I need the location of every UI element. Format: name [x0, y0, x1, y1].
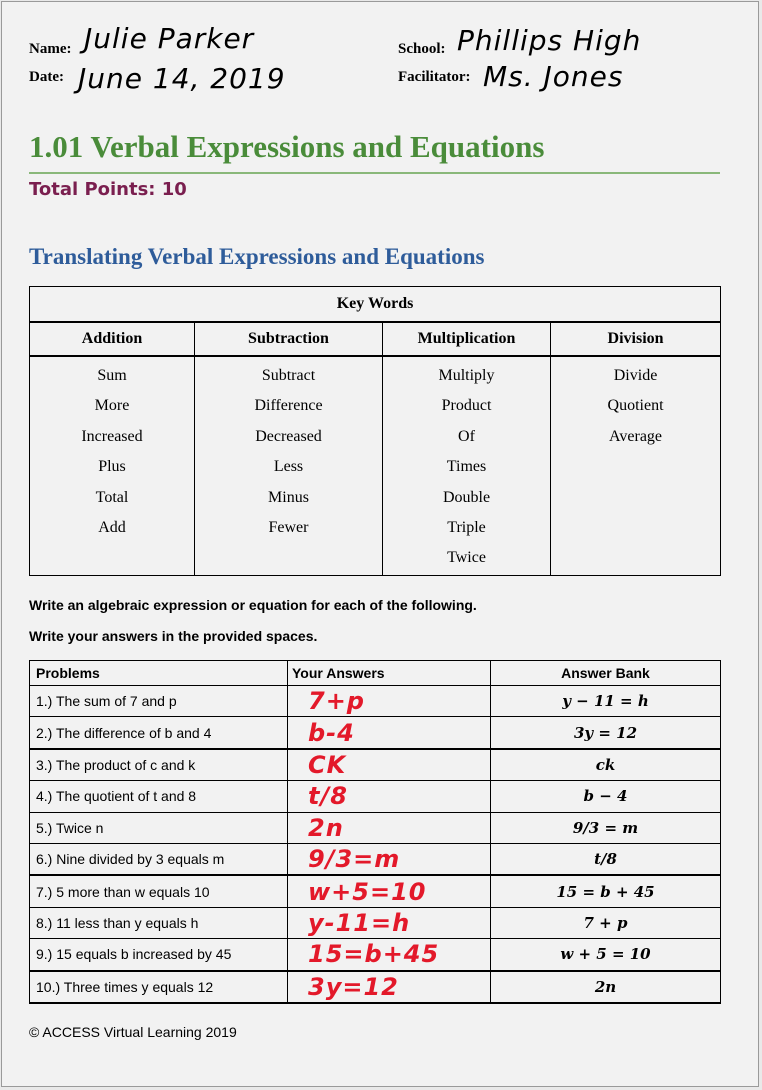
facilitator-value: Ms. Jones — [483, 60, 624, 93]
subtraction-words — [195, 356, 383, 575]
answer-bank-item: 2n — [491, 971, 721, 1003]
date-value: June 14, 2019 — [78, 62, 286, 95]
table-row — [30, 749, 721, 781]
key-word: Decreased — [255, 427, 322, 445]
key-word: Total — [95, 488, 129, 506]
problem-text: 10.) Three times y equals 12 — [30, 971, 288, 1003]
key-word: Subtract — [261, 367, 316, 384]
problem-text: 9.) 15 equals b increased by 45 — [30, 939, 288, 971]
key-word: Increased — [81, 427, 143, 445]
table-row — [30, 939, 721, 971]
answer-bank-item: b − 4 — [491, 781, 721, 812]
key-word: Product — [441, 397, 492, 415]
section-subtitle: Translating Verbal Expressions and Equations — [29, 244, 485, 269]
problem-text: 8.) 11 less than y equals h — [30, 907, 288, 938]
answer-field[interactable]: 9/3=m — [288, 843, 491, 875]
table-row — [30, 781, 721, 812]
key-words-table — [29, 286, 721, 576]
answer-bank-item: 7 + p — [491, 907, 721, 938]
answer-bank-item: ck — [491, 749, 721, 781]
table-row — [30, 717, 721, 749]
key-word: Multiply — [438, 367, 495, 384]
heading-division: Division — [551, 322, 721, 356]
key-word: Sum — [97, 367, 127, 384]
answer-bank-item: 3y = 12 — [491, 717, 721, 749]
school-label: School: — [398, 41, 446, 57]
table-row — [30, 686, 721, 717]
page-title: 1.01 Verbal Expressions and Equations — [29, 129, 545, 164]
answer-field[interactable]: 2n — [288, 812, 491, 843]
key-word: Less — [273, 458, 304, 476]
key-word: Double — [442, 488, 491, 506]
answer-field[interactable]: b-4 — [288, 717, 491, 749]
multiplication-words — [383, 356, 551, 575]
answer-bank-item: t/8 — [491, 843, 721, 875]
heading-addition: Addition — [30, 322, 195, 356]
header-your-answers: Your Answers — [288, 661, 491, 686]
name-label: Name: — [29, 41, 72, 57]
answer-field[interactable]: 7+p — [288, 686, 491, 717]
answer-field[interactable]: 3y=12 — [288, 971, 491, 1003]
problem-text: 2.) The difference of b and 4 — [30, 717, 288, 749]
problem-text: 3.) The product of c and k — [30, 749, 288, 781]
facilitator-label: Facilitator: — [398, 69, 471, 85]
total-points: Total Points: 10 — [29, 179, 187, 200]
instruction-1: Write an algebraic expression or equation for each of the following. — [29, 597, 477, 613]
key-word: Divide — [613, 367, 658, 384]
title-divider — [29, 172, 720, 174]
key-word: Quotient — [607, 397, 664, 415]
key-word: Add — [98, 518, 126, 536]
table-row — [30, 907, 721, 938]
answer-bank-item: y − 11 = h — [491, 686, 721, 717]
footer-copyright: © ACCESS Virtual Learning 2019 — [29, 1024, 237, 1040]
key-word: Minus — [268, 488, 309, 506]
heading-multiplication: Multiplication — [383, 322, 551, 356]
problem-text: 4.) The quotient of t and 8 — [30, 781, 288, 812]
header-answer-bank: Answer Bank — [491, 661, 721, 686]
key-word: Triple — [447, 518, 486, 536]
answer-field[interactable]: y-11=h — [288, 907, 491, 938]
key-words-caption: Key Words — [30, 287, 721, 323]
answer-field[interactable]: 15=b+45 — [288, 939, 491, 971]
answer-bank-item: 15 = b + 45 — [491, 875, 721, 907]
problem-text: 1.) The sum of 7 and p — [30, 686, 288, 717]
table-row — [30, 812, 721, 843]
answer-field[interactable]: t/8 — [288, 781, 491, 812]
table-row — [30, 971, 721, 1003]
problem-text: 7.) 5 more than w equals 10 — [30, 875, 288, 907]
answers-table — [29, 660, 721, 1004]
addition-words — [30, 356, 195, 575]
division-words — [551, 356, 721, 575]
date-label: Date: — [29, 69, 64, 85]
problem-text: 6.) Nine divided by 3 equals m — [30, 843, 288, 875]
answer-field[interactable]: CK — [288, 749, 491, 781]
table-row — [30, 875, 721, 907]
key-word: Twice — [447, 549, 486, 567]
name-value: Julie Parker — [84, 22, 255, 55]
key-word: Times — [446, 458, 487, 476]
answer-field[interactable]: w+5=10 — [288, 875, 491, 907]
key-word: More — [94, 397, 130, 415]
answer-bank-item: w + 5 = 10 — [491, 939, 721, 971]
instruction-2: Write your answers in the provided spaces. — [29, 628, 318, 644]
key-word: Average — [609, 427, 663, 445]
key-word: Fewer — [268, 518, 309, 536]
key-word: Of — [458, 427, 475, 445]
answer-bank-item: 9/3 = m — [491, 812, 721, 843]
heading-subtraction: Subtraction — [195, 322, 383, 356]
school-value: Phillips High — [457, 24, 642, 57]
key-word: Difference — [254, 397, 323, 415]
problem-text: 5.) Twice n — [30, 812, 288, 843]
key-word: Plus — [98, 458, 126, 476]
worksheet-page — [1, 1, 759, 1087]
header-problems: Problems — [30, 661, 288, 686]
table-row — [30, 843, 721, 875]
